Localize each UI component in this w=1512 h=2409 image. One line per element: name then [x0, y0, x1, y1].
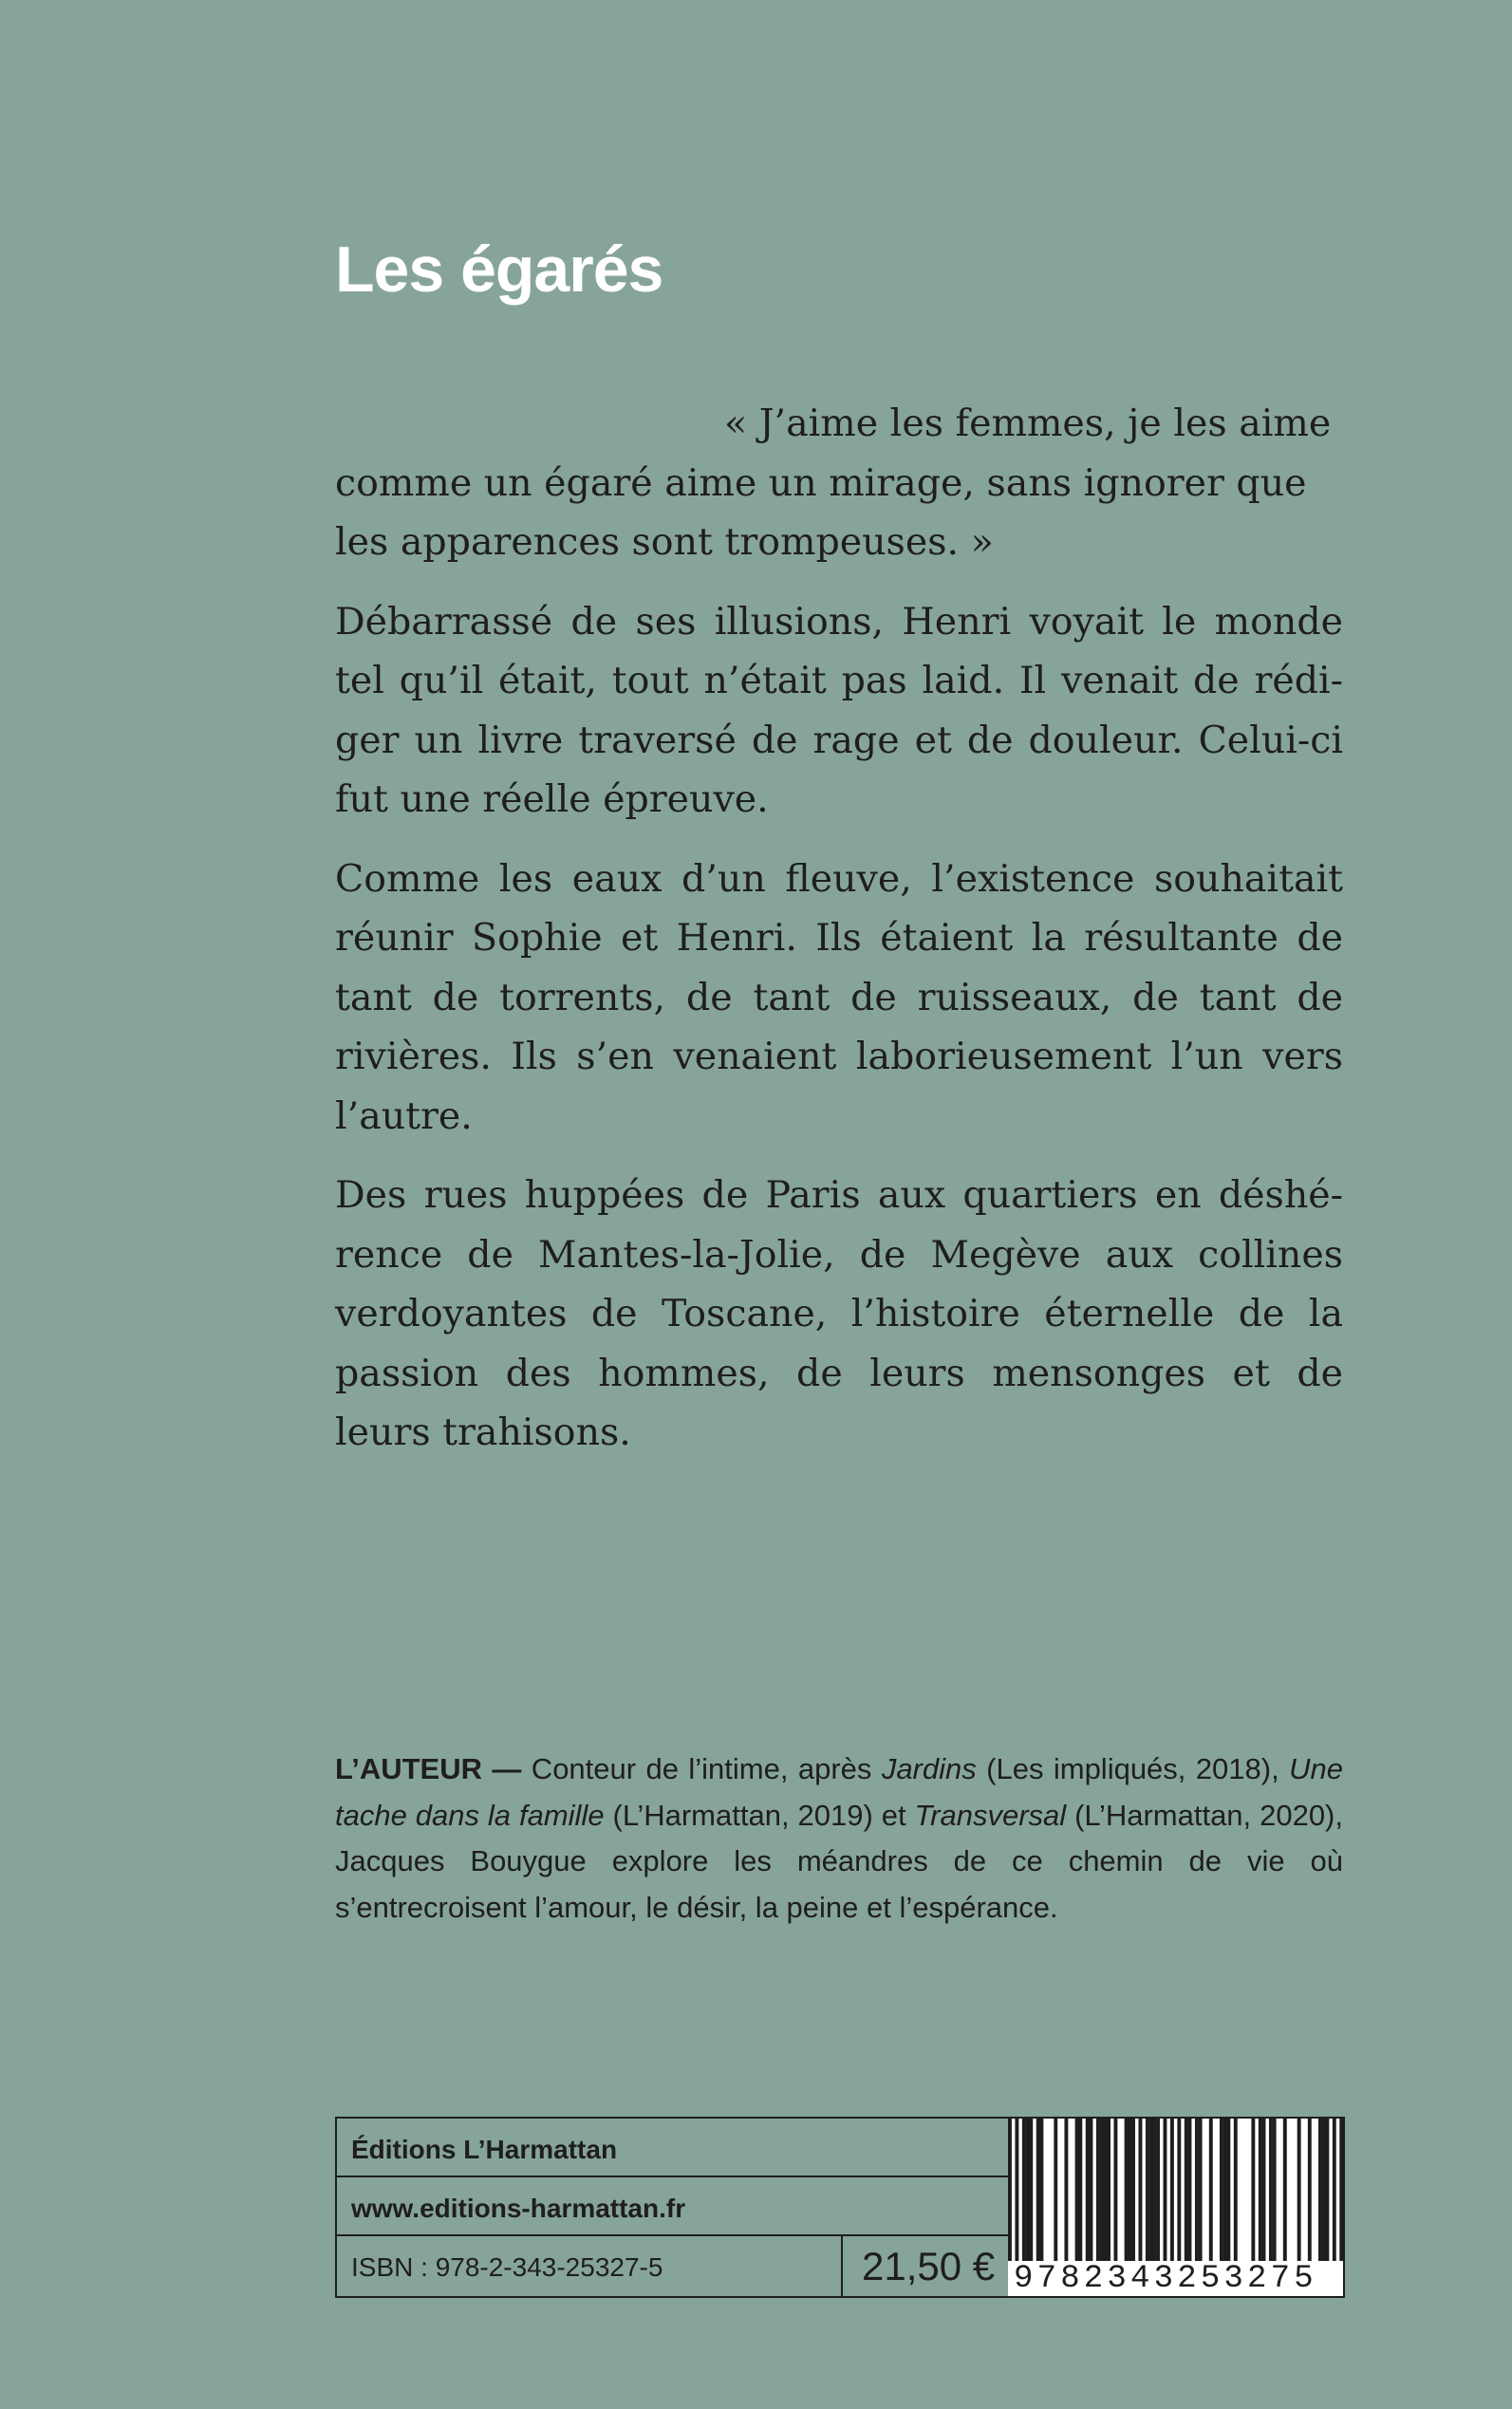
- barcode-bar: [1223, 2119, 1227, 2261]
- barcode-bar: [1128, 2119, 1131, 2261]
- barcode-bar: [1251, 2119, 1255, 2261]
- barcode-bar: [1149, 2119, 1153, 2261]
- blurb-paragraph: Comme les eaux d’un fleuve, l’existence souhaitait réunir Sophie et Henri. Ils étaient la résultante de tant de torrents, de tant de ruisseaux, de tant de rivières. Ils s’en venaient laborieusement l’un vers l’autre.: [335, 856, 1343, 1138]
- barcode-bar: [1170, 2119, 1174, 2261]
- barcode-bar: [1113, 2119, 1117, 2261]
- barcode-bar: [1283, 2119, 1287, 2261]
- publisher-website-row: [337, 2177, 1010, 2236]
- barcode-bar: [1188, 2119, 1192, 2261]
- barcode-bar: [1096, 2119, 1100, 2261]
- blurb-paragraph: Des rues huppées de Paris aux quartiers en déshérence de Mantes-la-Jolie, de Megève aux collines verdoyantes de Toscane, l’histoire éternelle de la passion des hommes, de leurs mensonges et de leurs trahisons.: [335, 1173, 1343, 1454]
- barcode-bar: [1015, 2119, 1018, 2261]
- barcode-bar: [1308, 2119, 1312, 2261]
- back-cover-blurb: [335, 394, 1343, 1483]
- barcode-bar: [1259, 2119, 1262, 2261]
- author-bio-text: (Les impliqués, 2018),: [976, 1752, 1290, 1785]
- publisher-info-box: [335, 2117, 1012, 2298]
- barcode-bar: [1138, 2119, 1142, 2261]
- barcode-bar: [1029, 2119, 1033, 2261]
- barcode-bar: [1339, 2119, 1343, 2261]
- barcode-bar: [1107, 2119, 1111, 2261]
- barcode-bar: [1226, 2119, 1230, 2261]
- barcode-bar: [1146, 2119, 1149, 2261]
- barcode-bar: [1089, 2119, 1092, 2261]
- barcode-bar: [1209, 2119, 1213, 2261]
- barcode-bar: [1195, 2119, 1199, 2261]
- publisher-name-row: [337, 2119, 1010, 2177]
- author-bio-text: (L’Harmattan, 2019) et: [604, 1798, 915, 1832]
- publisher-website: www.editions-harmattan.fr: [351, 2194, 686, 2223]
- epigraph-quote: « J’aime les femmes, je les aime comme un égaré aime un mirage, sans ignorer que les apparences sont trompeuses. »: [335, 402, 1332, 564]
- price: 21,50 €: [862, 2244, 996, 2288]
- book-title-reference: Jardins: [881, 1752, 977, 1785]
- barcode-bar: [1064, 2119, 1068, 2261]
- barcode-bar: [1103, 2119, 1107, 2261]
- book-title: Les égarés: [335, 233, 663, 306]
- price-cell: [841, 2236, 1012, 2296]
- barcode-digits: 9782343253275: [1014, 2261, 1317, 2297]
- barcode-bar: [1262, 2119, 1266, 2261]
- barcode-bar: [1269, 2119, 1273, 2261]
- barcode-bar: [1318, 2119, 1322, 2261]
- barcode-bar: [1008, 2119, 1012, 2261]
- blurb-paragraph: Débarrassé de ses illusions, Henri voyait le monde tel qu’il était, tout n’était pas laid. Il venait de rédiger un livre traversé de rage et de douleur. Celui-ci fut une réelle épreuve.: [335, 599, 1343, 821]
- book-title-reference: Transversal: [914, 1798, 1067, 1832]
- barcode-bar: [1086, 2119, 1090, 2261]
- barcode-bar: [1273, 2119, 1277, 2261]
- author-label: L’AUTEUR —: [335, 1752, 522, 1785]
- barcode-bar: [1220, 2119, 1223, 2261]
- barcode-bar: [1234, 2119, 1238, 2261]
- isbn-price-row: [337, 2236, 1010, 2296]
- ean13-barcode-icon: [1008, 2117, 1345, 2298]
- barcode-bar: [1185, 2119, 1188, 2261]
- barcode-bar: [1022, 2119, 1026, 2261]
- barcode-bar: [1297, 2119, 1301, 2261]
- barcode-bar: [1325, 2119, 1329, 2261]
- publisher-name: Éditions L’Harmattan: [351, 2135, 618, 2164]
- isbn-number: ISBN : 978-2-343-25327-5: [351, 2252, 663, 2282]
- barcode-bars: [1008, 2119, 1343, 2261]
- barcode-bar: [1100, 2119, 1104, 2261]
- barcode-bar: [1163, 2119, 1167, 2261]
- author-bio: [335, 1746, 1343, 1931]
- barcode-bar: [1039, 2119, 1043, 2261]
- book-title-reference: Une tache dans la famille: [335, 1752, 1343, 1832]
- barcode-bar: [1026, 2119, 1030, 2261]
- barcode-bar: [1054, 2119, 1057, 2261]
- barcode-bar: [1156, 2119, 1160, 2261]
- barcode-bar: [1152, 2119, 1156, 2261]
- barcode-bar: [1036, 2119, 1040, 2261]
- barcode-bar: [1131, 2119, 1135, 2261]
- barcode-bar: [1322, 2119, 1326, 2261]
- author-bio-text: (L’Harmattan, 2020), Jacques Bouygue explore les méandres de ce chemin de vie où s’entrecroisent l’amour, le désir, la peine et l’espérance.: [335, 1798, 1343, 1924]
- author-bio-text: Conteur de l’intime, après: [521, 1752, 882, 1785]
- barcode-bar: [1125, 2119, 1129, 2261]
- barcode-bar: [1333, 2119, 1336, 2261]
- barcode-bar: [1075, 2119, 1079, 2261]
- barcode-bar: [1078, 2119, 1082, 2261]
- barcode-bar: [1177, 2119, 1181, 2261]
- barcode-bar: [1199, 2119, 1203, 2261]
